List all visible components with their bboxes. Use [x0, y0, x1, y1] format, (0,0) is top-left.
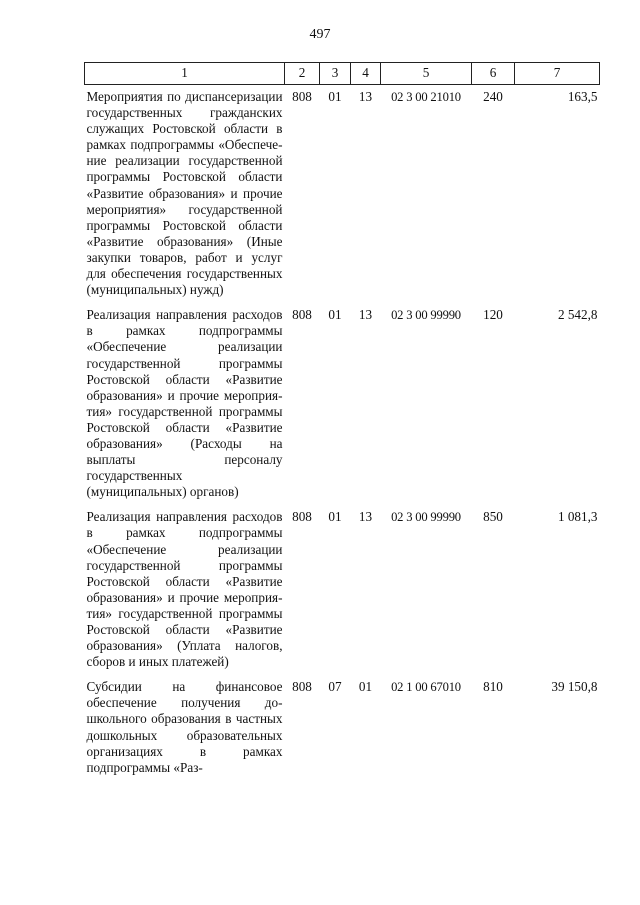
- row-col-7: 2 542,8: [557, 307, 598, 323]
- table-row: [85, 675, 600, 781]
- header-col-5: 5: [381, 63, 472, 85]
- row-col-5: 02 1 00 67010: [391, 680, 461, 695]
- row-col-6: 850: [483, 509, 503, 525]
- row-col-2: 808: [292, 509, 312, 525]
- page-number: 497: [309, 27, 331, 42]
- row-col-7: 39 150,8: [551, 679, 598, 695]
- row-col-4: 01: [358, 679, 373, 695]
- table-row: [85, 505, 600, 675]
- row-col-4: 13: [358, 307, 373, 323]
- row-col-3: 01: [328, 307, 342, 323]
- row-col-4: 13: [358, 89, 373, 104]
- row-description: Субсидии на финансовое обеспечение получения дошкольного образования в частных дошкольных образовательных организациях в рамках подпрограммы «Раз-: [86, 679, 283, 775]
- row-description: Реализация направления расходов в рамках подпрограммы «Обеспечение реализации государственной программы Ростовской области «Развитие образования» и прочие мероприятия» государственной программы Ростовской области «Развитие образования» (Уплата налогов, сборов и иных платежей): [86, 509, 283, 670]
- row-col-5: 02 3 00 99990: [391, 308, 461, 323]
- row-col-2: 808: [292, 307, 312, 323]
- row-col-5: 02 3 00 99990: [391, 510, 461, 525]
- header-row: [85, 63, 600, 85]
- row-col-7: 163,5: [567, 89, 598, 104]
- row-col-7: 1 081,3: [557, 509, 598, 525]
- header-col-4: 4: [351, 63, 381, 85]
- header-col-3: 3: [320, 63, 351, 85]
- header-col-6: 6: [472, 63, 515, 85]
- table-row: [85, 303, 600, 505]
- header-col-2: 2: [285, 63, 320, 85]
- row-col-5: 02 3 00 21010: [391, 90, 461, 104]
- budget-table: [84, 62, 600, 781]
- row-col-3: 01: [328, 89, 342, 104]
- row-description: Мероприятия по диспансеризации государственных гражданских служащих Ростовской области в рамках подпрограммы «Обеспечение реализации государственной программы Ростовской области «Развитие образования» и прочие мероприятия» государственной программы Ростовской области «Развитие образования» (Иные закупки товаров, работ и услуг для обеспечения государственных (муниципальных) нужд): [86, 89, 283, 298]
- row-col-6: 810: [483, 679, 503, 695]
- row-col-4: 13: [358, 509, 373, 525]
- table-row: [85, 85, 600, 304]
- row-col-3: 01: [328, 509, 342, 525]
- row-col-6: 120: [483, 307, 503, 323]
- row-col-2: 808: [292, 679, 312, 695]
- row-col-6: 240: [483, 89, 503, 104]
- header-col-7: 7: [515, 63, 600, 85]
- header-col-1: 1: [85, 63, 285, 85]
- row-description: Реализация направления расходов в рамках подпрограммы «Обеспечение реализации государственной программы Ростовской области «Развитие образования» и прочие мероприятия» государственной программы Ростовской области «Развитие образования» (Расходы на выплаты персоналу государственных (муниципальных) органов): [86, 307, 283, 500]
- row-col-3: 07: [328, 679, 342, 695]
- row-col-2: 808: [292, 89, 312, 104]
